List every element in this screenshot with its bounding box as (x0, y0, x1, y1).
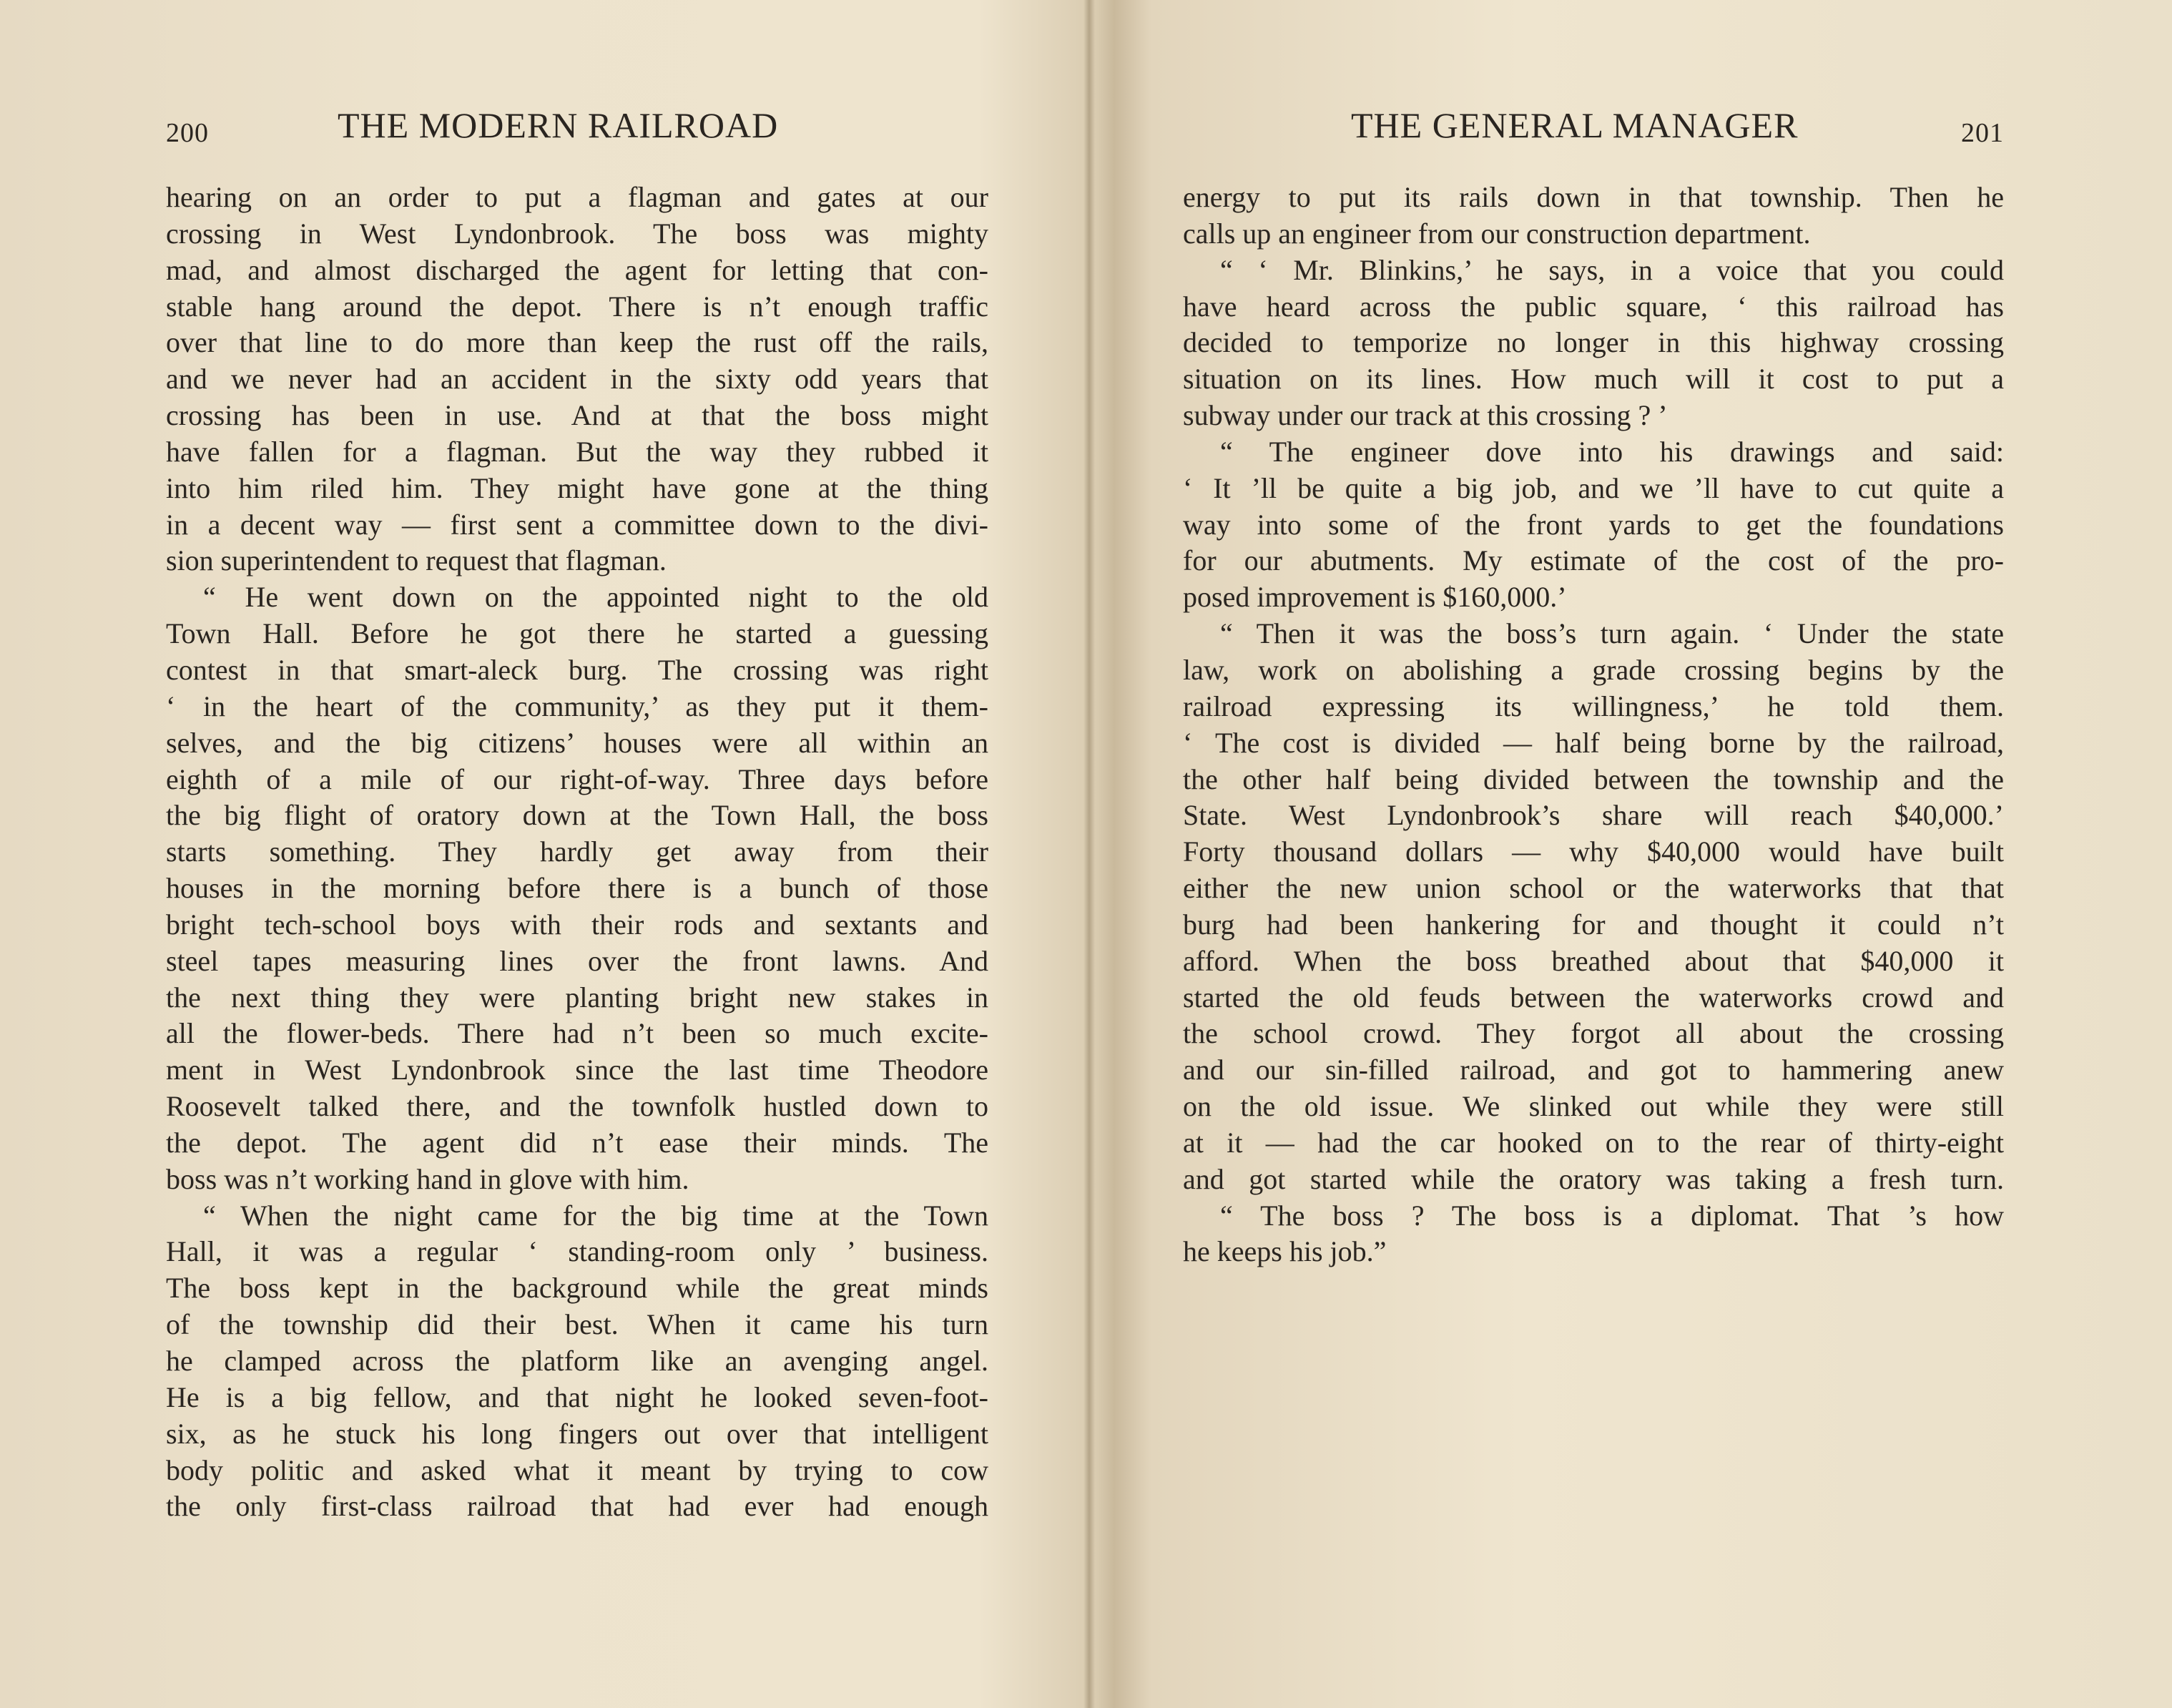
text-line: the only first-class railroad that had ever had enough (166, 1490, 988, 1523)
text-line: burg had been hankering for and thought it could n’t (1183, 908, 2004, 941)
text-line: and we never had an accident in the sixty odd years that (166, 363, 988, 396)
text-line: railroad expressing its willingness,’ he told them. (1183, 689, 2004, 722)
text-line: starts something. They hardly get away from their (166, 835, 988, 868)
text-line: either the new union school or the waterworks that that (1183, 872, 2004, 905)
text-line: the school crowd. They forgot all about the crossing (1183, 1017, 2004, 1050)
left-running-header (166, 104, 988, 154)
text-line: mad, and almost discharged the agent for letting that con- (166, 253, 988, 286)
text-line: have fallen for a flagman. But the way they rubbed it (166, 435, 988, 468)
text-line: six, as he stuck his long fingers out over that intelligent (166, 1417, 988, 1450)
text-line: ‘ It ’ll be quite a big job, and we ’ll have to cut quite a (1183, 471, 2004, 504)
text-line: into him riled him. They might have gone at the thing (166, 471, 988, 504)
text-line: ‘ The cost is divided — half being borne by the railroad, (1183, 726, 2004, 759)
book-gutter (1083, 0, 1095, 1708)
text-line: ment in West Lyndonbrook since the last time Theodore (166, 1054, 988, 1086)
text-line: “ He went down on the appointed night to the old (203, 581, 988, 614)
text-line: law, work on abolishing a grade crossing begins by the (1183, 653, 2004, 686)
text-line: crossing has been in use. And at that the boss might (166, 399, 988, 432)
text-line: he clamped across the platform like an avenging angel. (166, 1345, 988, 1377)
left-page (166, 0, 988, 1708)
text-line: “ ‘ Mr. Blinkins,’ he says, in a voice that you could (1220, 253, 2004, 286)
text-line: the big flight of oratory down at the Town Hall, the boss (166, 799, 988, 832)
text-line: he keeps his job.” (1183, 1235, 1387, 1268)
text-line: energy to put its rails down in that township. Then he (1183, 181, 2004, 213)
text-line: houses in the morning before there is a bunch of those (166, 872, 988, 905)
text-line: Forty thousand dollars — why $40,000 would have built (1183, 835, 2004, 868)
text-line: the next thing they were planting bright new stakes in (166, 981, 988, 1013)
left-page-text (166, 180, 988, 1525)
text-line: decided to temporize no longer in this highway crossing (1183, 326, 2004, 359)
text-line: bright tech-school boys with their rods and sextants and (166, 908, 988, 941)
text-line: in a decent way — first sent a committee down to the divi- (166, 508, 988, 541)
text-line: contest in that smart-aleck burg. The crossing was right (166, 653, 988, 686)
text-line: “ The boss ? The boss is a diplomat. That ’s how (1220, 1199, 2004, 1232)
text-line: hearing on an order to put a flagman and gates at our (166, 181, 988, 213)
text-line: crossing in West Lyndonbrook. The boss was mighty (166, 217, 988, 250)
text-line: at it — had the car hooked on to the rear of thirty-eight (1183, 1126, 2004, 1159)
text-line: “ The engineer dove into his drawings and said: (1220, 435, 2004, 468)
text-line: eighth of a mile of our right-of-way. Three days before (166, 762, 988, 795)
text-line: selves, and the big citizens’ houses were all within an (166, 726, 988, 759)
text-line: way into some of the front yards to get the foundations (1183, 508, 2004, 541)
text-line: Roosevelt talked there, and the townfolk hustled down to (166, 1090, 988, 1123)
text-line: of the township did their best. When it came his turn (166, 1308, 988, 1341)
text-line: ‘ in the heart of the community,’ as they put it them- (166, 689, 988, 722)
text-line: afford. When the boss breathed about that $40,000 it (1183, 944, 2004, 977)
text-line: the other half being divided between the township and the (1183, 762, 2004, 795)
text-line: Town Hall. Before he got there he started a guessing (166, 617, 988, 650)
text-line: “ When the night came for the big time at the Town (203, 1199, 988, 1232)
left-running-head-title: THE MODERN RAILROAD (338, 105, 779, 145)
text-line: posed improvement is $160,000.’ (1183, 581, 1567, 614)
text-line: have heard across the public square, ‘ this railroad has (1183, 290, 2004, 323)
text-line: all the flower-beds. There had n’t been so much excite- (166, 1017, 988, 1050)
right-page (1183, 0, 2004, 1708)
text-line: “ Then it was the boss’s turn again. ‘ Under the state (1220, 617, 2004, 650)
text-line: sion superintendent to request that flagman. (166, 544, 667, 577)
right-page-number: 201 (1961, 118, 2004, 148)
right-page-text (1183, 180, 2004, 1270)
text-line: Hall, it was a regular ‘ standing-room only ’ business. (166, 1235, 988, 1268)
text-line: situation on its lines. How much will it cost to put a (1183, 363, 2004, 396)
text-line: calls up an engineer from our construction department. (1183, 217, 1811, 250)
right-running-header (1183, 104, 2004, 154)
left-page-number: 200 (166, 118, 209, 148)
text-line: He is a big fellow, and that night he looked seven-foot- (166, 1380, 988, 1413)
text-line: and our sin-filled railroad, and got to hammering anew (1183, 1054, 2004, 1086)
text-line: State. West Lyndonbrook’s share will reach $40,000.’ (1183, 799, 2004, 832)
text-line: stable hang around the depot. There is n’t enough traffic (166, 290, 988, 323)
text-line: for our abutments. My estimate of the cost of the pro- (1183, 544, 2004, 577)
text-line: subway under our track at this crossing ? ’ (1183, 399, 1668, 432)
text-line: the depot. The agent did n’t ease their minds. The (166, 1126, 988, 1159)
text-line: and got started while the oratory was taking a fresh turn. (1183, 1162, 2004, 1195)
text-line: started the old feuds between the waterworks crowd and (1183, 981, 2004, 1013)
text-line: over that line to do more than keep the rust off the rails, (166, 326, 988, 359)
text-line: on the old issue. We slinked out while they were still (1183, 1090, 2004, 1123)
text-line: steel tapes measuring lines over the front lawns. And (166, 944, 988, 977)
text-line: The boss kept in the background while the great minds (166, 1272, 988, 1305)
text-line: body politic and asked what it meant by trying to cow (166, 1453, 988, 1486)
right-running-head-title: THE GENERAL MANAGER (1351, 105, 1799, 145)
text-line: boss was n’t working hand in glove with him. (166, 1162, 689, 1195)
